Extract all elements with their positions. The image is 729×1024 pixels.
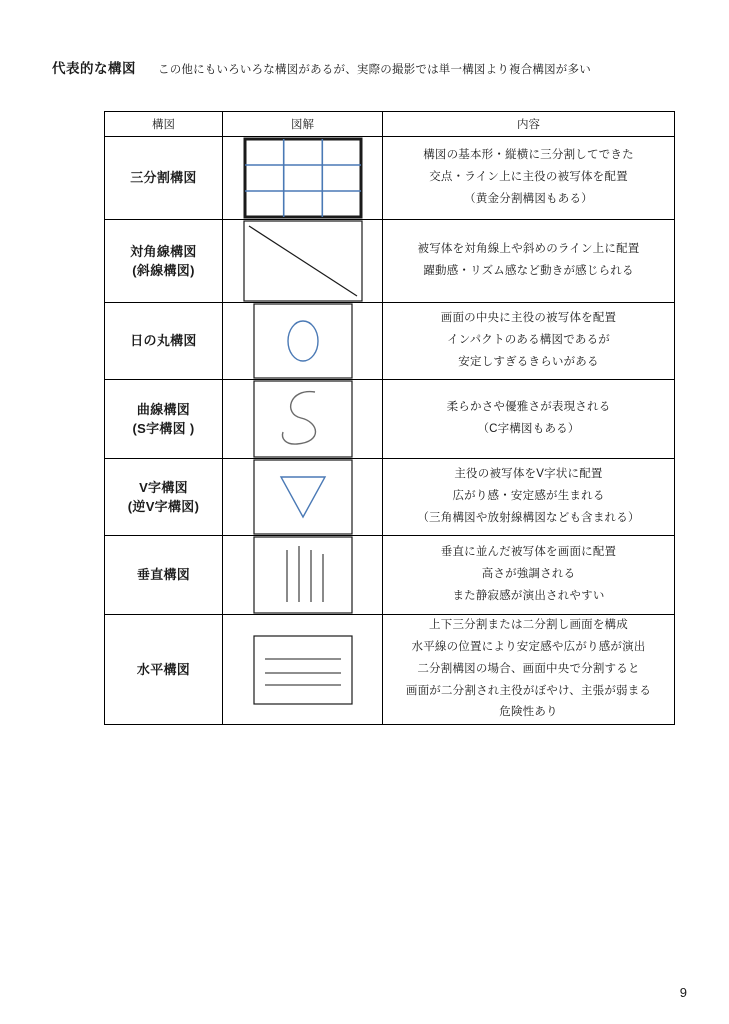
description-line: 高さが強調される [481,568,576,581]
description-line: （黄金分割構図もある） [464,192,593,205]
description-cell [383,220,675,303]
table-body [105,137,675,725]
figure-cell [223,380,383,459]
composition-name-line: V字構図 [139,479,188,495]
description-line: 二分割構図の場合、画面中央で分割すると [417,662,640,675]
horizontal-lines-icon [223,635,382,705]
v-triangle-icon [223,459,382,535]
composition-name-cell [105,137,223,220]
description-line: 危険性あり [499,706,558,719]
description-line: 上下三分割または二分割し画面を構成 [429,619,628,631]
column-header-figure: 図解 [223,112,383,137]
table-row [105,615,675,725]
table-row [105,220,675,303]
table-row [105,380,675,459]
figure-cell [223,615,383,725]
composition-table [104,111,675,725]
diagonal-line-icon [223,220,382,302]
figure-cell [223,220,383,303]
table-row [105,303,675,380]
page-title: 代表的な構図 [52,61,136,76]
description-line: 広がり感・安定感が生まれる [452,490,605,503]
composition-name-line: 垂直構図 [136,567,191,583]
table-row [105,137,675,220]
description-line: 安定しすぎるきらいがある [458,355,599,368]
composition-name-subline: (逆V字構図) [127,499,200,514]
description-line: 交点・ライン上に主役の被写体を配置 [429,171,628,184]
description-line: 主役の被写体をV字状に配置 [454,468,603,481]
composition-name-cell [105,459,223,536]
description-line: 柔らかさや優雅さが表現される [446,401,611,414]
description-line: 躍動感・リズム感など動きが感じられる [423,265,634,277]
table-header-row [105,112,675,137]
description-cell [383,615,675,725]
composition-name-subline: (斜線構図) [132,263,195,278]
column-header-name: 構図 [105,112,223,137]
composition-name-line: 対角線構図 [130,243,197,259]
s-curve-icon [223,380,382,458]
description-line: 構図の基本形・縦横に三分割してできた [423,149,634,162]
description-cell [383,137,675,220]
description-line: 画面の中央に主役の被写体を配置 [440,312,617,325]
composition-name-line: 三分割構図 [130,170,197,186]
description-line: また静寂感が演出されやすい [452,589,605,602]
description-line: 被写体を対角線上や斜めのライン上に配置 [417,243,640,256]
vertical-lines-icon [223,536,382,614]
description-cell [383,459,675,536]
composition-name-cell [105,303,223,380]
figure-cell [223,536,383,615]
figure-cell [223,303,383,380]
composition-name-line: 日の丸構図 [130,333,197,349]
description-line: 水平線の位置により安定感や広がり感が演出 [411,640,646,653]
figure-cell [223,459,383,536]
table-row [105,459,675,536]
description-line: （C字構図もある） [477,423,580,435]
rule-of-thirds-grid-icon [223,137,382,219]
table-header [105,112,675,137]
composition-name-cell [105,380,223,459]
page-header [52,57,689,77]
description-line: 垂直に並んだ被写体を画面に配置 [440,546,617,559]
composition-name-cell [105,536,223,615]
composition-name-cell [105,615,223,725]
description-cell [383,536,675,615]
composition-name-cell [105,220,223,303]
description-cell [383,380,675,459]
composition-name-line: 水平構図 [136,661,191,677]
description-line: 画面が二分割され主役がぼやけ、主張が弱まる [405,684,652,697]
description-line: インパクトのある構図であるが [447,334,610,347]
page-number: 9 [679,985,687,1000]
center-circle-icon [223,303,382,379]
composition-name-line: 曲線構図 [136,401,191,417]
header-note: この他にもいろいろな構図があるが、実際の撮影では単一構図より複合構図が多い [158,64,591,76]
description-cell [383,303,675,380]
column-header-description: 内容 [383,112,675,137]
table-row [105,536,675,615]
composition-name-subline: (S字構図 ) [132,421,195,436]
description-line: （三角構図や放射線構図なども含まれる） [417,511,640,524]
figure-cell [223,137,383,220]
